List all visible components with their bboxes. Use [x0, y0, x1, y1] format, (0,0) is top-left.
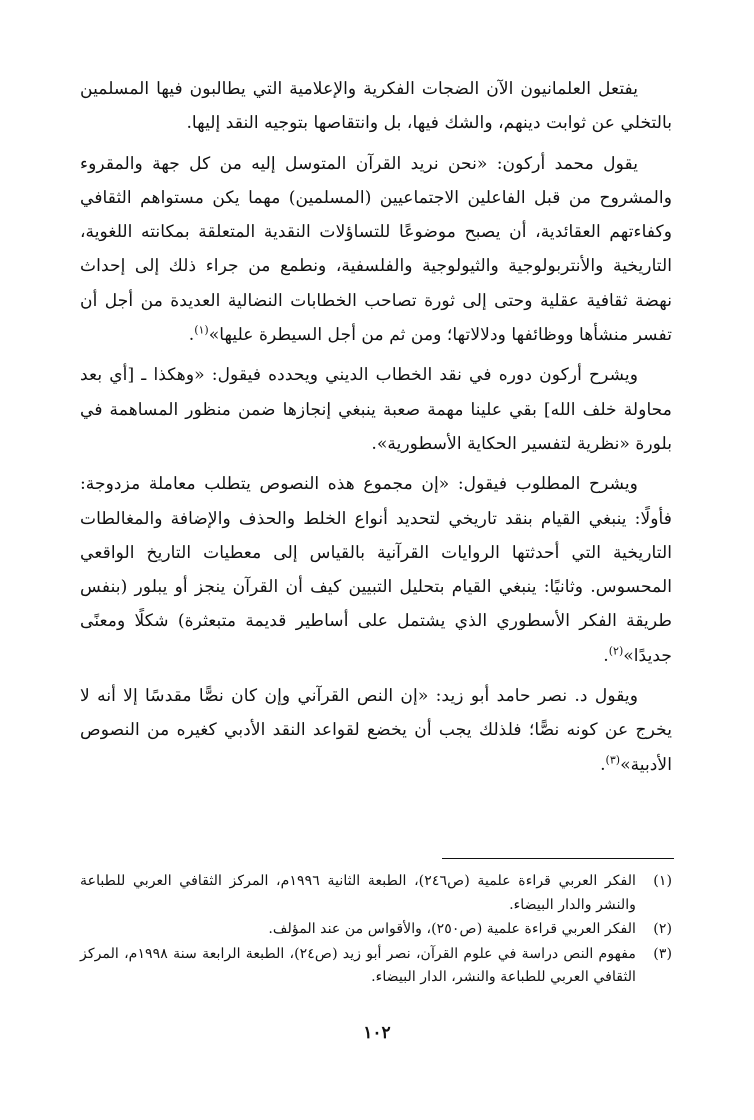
footnote-text: الفكر العربي قراءة علمية (ص٢٤٦)، الطبعة الثانية ١٩٩٦م، المركز الثقافي العربي للطباعة والنشر والدار البيضاء.	[80, 873, 637, 913]
footnote-1	[80, 870, 672, 917]
footnote-text: الفكر العربي قراءة علمية (ص٢٥٠)، والأقواس من عند المؤلف.	[268, 921, 636, 937]
footnote-number: (٢)	[653, 921, 672, 937]
paragraph-3-text: ويشرح أركون دوره في نقد الخطاب الديني ويحدده فيقول: «وهكذا ـ [أي بعد محاولة خلف الله] بقي علينا مهمة صعبة ينبغي إنجازها ضمن منظور المساهمة في بلورة «نظرية لتفسير الحكاية الأسطورية».	[80, 365, 672, 454]
paragraph-4	[80, 467, 672, 673]
paragraph-5	[80, 679, 672, 782]
footnote-divider	[442, 858, 674, 859]
paragraph-2-text: يقول محمد أركون: «نحن نريد القرآن المتوسل إليه من كل جهة والمقروء والمشروح من قبل الفاعلين الاجتماعيين (المسلمين) مهما يكن مستواهم الثقافي وكفاءتهم العقائدية، أن يصبح موضوعًا للتساؤلات النقدية المتعلقة بمكانته اللغوية، التاريخية والأنتربولوجية والثيولوجية والفلسفية، ونطمع من جراء ذلك إلى إحداث نهضة ثقافية عقلية وحتى إلى ثورة تصاحب الخطابات النضالية العديدة من أجل أن تفسر منشأها ووظائفها ودلالاتها؛ ومن ثم من أجل السيطرة عليها»	[80, 153, 672, 346]
footnotes	[80, 870, 672, 991]
footnote-ref-3[interactable]: (٣)	[605, 752, 621, 766]
paragraph-1	[80, 72, 672, 141]
paragraph-5-text: ويقول د. نصر حامد أبو زيد: «إن النص القرآني وإن كان نصًّا مقدسًا إلا أنه لا يخرج عن كونه نصًّا؛ فلذلك يجب أن يخضع لقواعد النقد الأدبي كغيره من النصوص الأدبية»	[80, 686, 672, 775]
page-number: ١٠٢	[363, 1023, 391, 1043]
paragraph-3	[80, 358, 672, 461]
footnote-ref-2[interactable]: (٢)	[608, 644, 624, 658]
footnote-number: (١)	[653, 873, 672, 889]
footnote-ref-1[interactable]: (١)	[194, 323, 209, 337]
main-text	[80, 72, 672, 788]
paragraph-4-text: ويشرح المطلوب فيقول: «إن مجموع هذه النصوص يتطلب معاملة مزدوجة: فأولًا: ينبغي القيام بنقد تاريخي لتحديد أنواع الخلط والحذف والإضافة والمغالطات التاريخية التي أحدثتها الروايات القرآنية بالقياس إلى معطيات التاريخ الواقعي المحسوس. وثانيًا: ينبغي القيام بتحليل التبيين كيف أن القرآن ينجز أو يبلور (بنفس طريقة الفكر الأسطوري الذي يشتمل على أساطير قديمة متبعثرة) شكلًا ومعنًى جديدًا»	[80, 474, 672, 666]
paragraph-1-text: يفتعل العلمانيون الآن الضجات الفكرية والإعلامية التي يطالبون فيها المسلمين بالتخلي عن ثوابت دينهم، والشك فيها، بل وانتقاصها بتوجيه النقد إليها.	[80, 79, 672, 134]
paragraph-2	[80, 147, 672, 353]
paragraph-5-end: .	[600, 754, 606, 775]
paragraph-4-end: .	[603, 645, 609, 666]
footnote-number: (٣)	[653, 945, 672, 962]
footnote-3	[80, 943, 672, 990]
footnote-text: مفهوم النص دراسة في علوم القرآن، نصر أبو زيد (ص٢٤)، الطبعة الرابعة سنة ١٩٩٨م، المركز الثقافي العربي للطباعة والنشر، الدار البيضاء.	[80, 945, 636, 985]
paragraph-2-end: .	[188, 325, 195, 346]
footnote-2	[80, 918, 672, 942]
